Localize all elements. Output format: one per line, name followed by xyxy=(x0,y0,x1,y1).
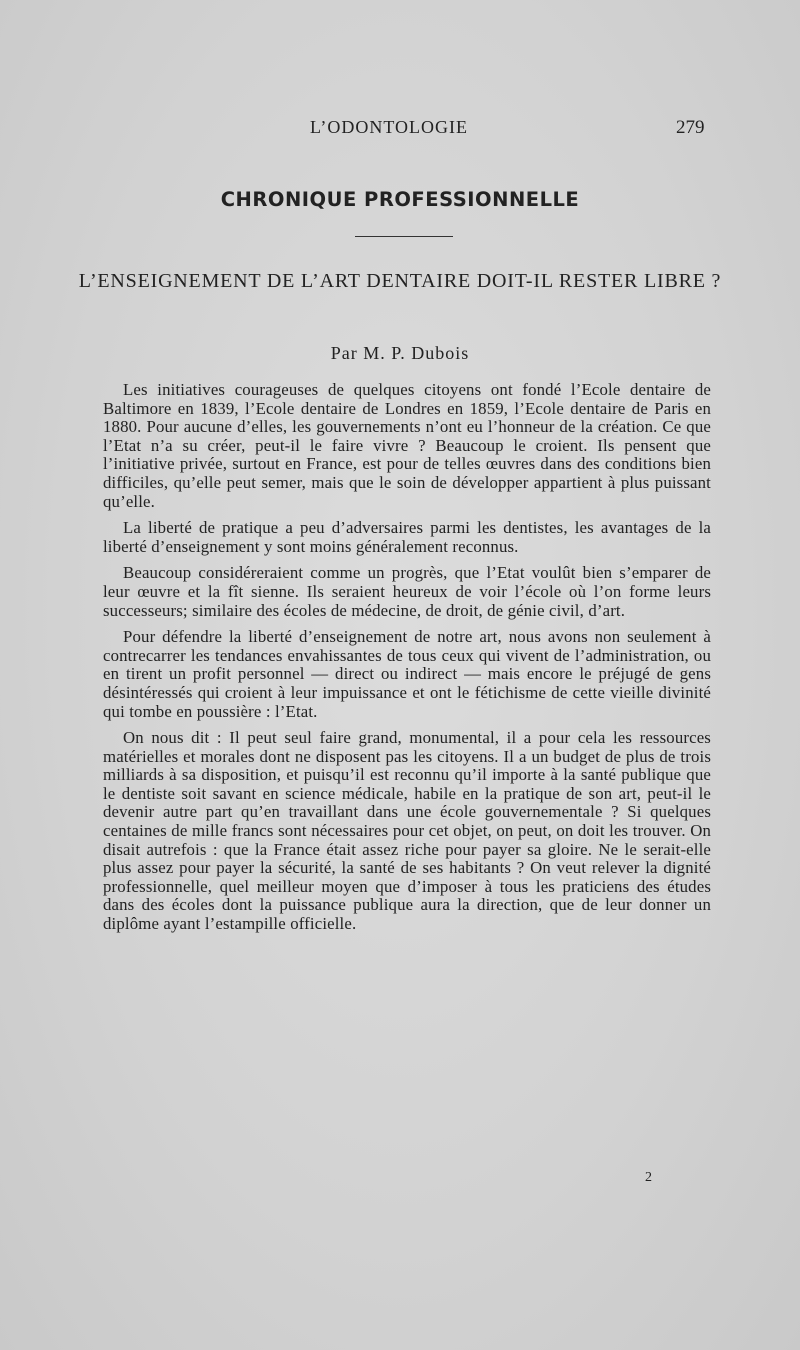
article-body xyxy=(103,381,711,942)
paragraph: La liberté de pratique a peu d’adversaires parmi les dentistes, les avantages de la liberté d’enseignement y sont moins généralement reconnus. xyxy=(103,518,711,556)
signature-mark: 2 xyxy=(645,1170,652,1185)
paragraph: Beaucoup considéreraient comme un progrès, que l’Etat voulût bien s’emparer de leur œuvre et la fît sienne. Ils seraient heureux de voir l’école où l’on forme leurs successeurs; similaire des écoles de médecine, de droit, de génie civil, d’art. xyxy=(103,563,711,620)
paragraph: Les initiatives courageuses de quelques citoyens ont fondé l’Ecole dentaire de Baltimore en 1839, l’Ecole dentaire de Londres en 1859, l’Ecole dentaire de Paris en 1880. Pour aucune d’elles, les gouvernements n’ont eu l’honneur de la création. Ce que l’Etat n’a su créer, peut-il le faire vivre ? Beaucoup le croient. Ils pensent que l’initiative privée, surtout en France, est pour de telles œuvres dans des conditions bien difficiles, qu’elle peut semer, mais que le soin de développer appartient à plus puissant qu’elle. xyxy=(103,380,711,511)
article-title: L’ENSEIGNEMENT DE L’ART DENTAIRE DOIT-IL RESTER LIBRE ? xyxy=(78,270,722,292)
paragraph: On nous dit : Il peut seul faire grand, monumental, il a pour cela les ressources matérielles et morales dont ne disposent pas les citoyens. Il a un budget de plus de trois milliards à sa disposition, et puisqu’il est reconnu qu’il importe à la santé publique que le dentiste soit savant en science médicale, habile en la pratique de son art, peut-il le devenir autre part qu’en travaillant dans une école gouvernementale ? Si quelques centaines de mille francs sont nécessaires pour cet objet, on peut, on doit les trouver. On disait autrefois : que la France était assez riche pour payer sa gloire. Ne le serait-elle plus assez pour payer la sécurité, la santé de ses habitants ? On veut relever la dignité professionnelle, quel meilleur moyen que d’imposer à tous les praticiens des études dans des écoles dont la puissance publique aura la direction, que de leur donner un diplôme ayant l’estampille officielle. xyxy=(103,728,711,934)
byline: Par M. P. Dubois xyxy=(330,343,470,363)
running-head xyxy=(0,117,800,141)
section-heading: CHRONIQUE PROFESSIONNELLE xyxy=(220,188,580,211)
page-number: 279 xyxy=(676,117,705,138)
heading-rule xyxy=(355,236,453,237)
journal-title: L’ODONTOLOGIE xyxy=(310,117,468,137)
paragraph: Pour défendre la liberté d’enseignement de notre art, nous avons non seulement à contrecarrer les tendances envahissantes de tous ceux qui vivent de l’administration, ou en tirent un profit personnel — direct ou indirect — mais encore le préjugé de gens désintéressés qui croient à leur impuissance et ont le fétichisme de cette vieille divinité qui tombe en poussière : l’Etat. xyxy=(103,627,711,721)
